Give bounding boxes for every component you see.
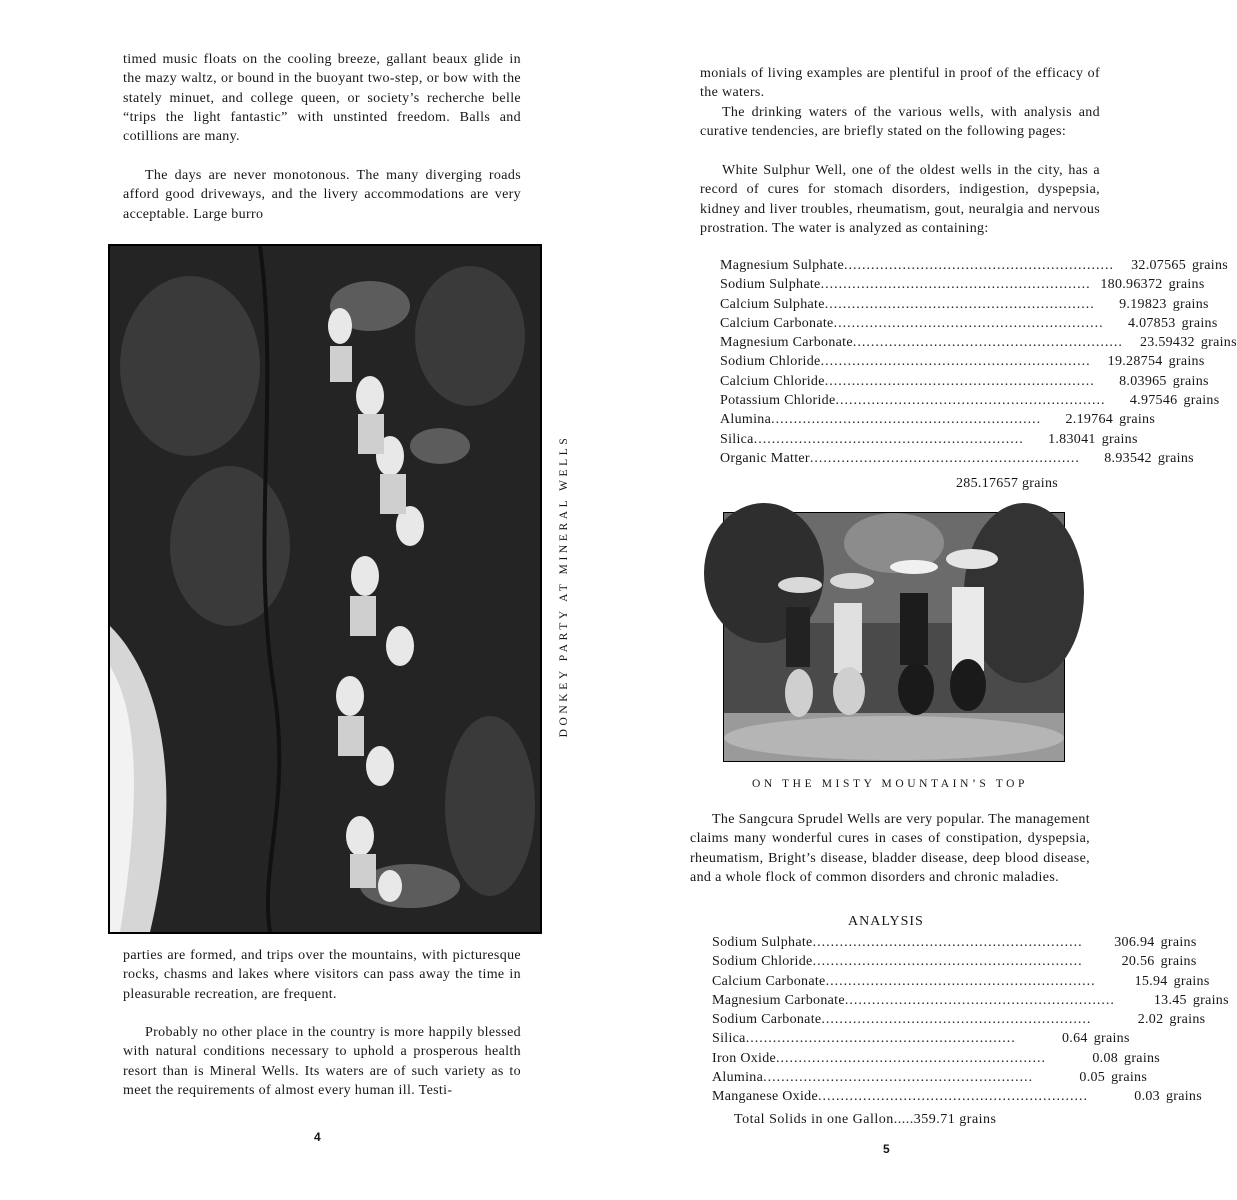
mineral-name: Alumina [720,412,772,428]
analysis-row [720,372,1209,391]
mineral-unit: grains [1101,431,1138,447]
leader-dots: ............................................................ [835,393,1106,409]
page-number-left: 4 [314,1130,321,1144]
misty-mountain-caption: ON THE MISTY MOUNTAIN’S TOP [751,778,1029,790]
mineral-unit: grains [1172,373,1209,389]
leader-dots: ............................................................ [852,335,1123,351]
analysis-row [712,933,1197,952]
mineral-name: Calcium Carbonate [720,315,834,331]
analysis-row [720,410,1156,429]
leader-dots: ............................................................ [763,1070,1034,1086]
sangcura-total: Total Solids in one Gallon.....359.71 grains [734,1112,997,1127]
mineral-amount: 0.05 [1079,1070,1106,1086]
leader-dots: ............................................................ [844,992,1115,1008]
analysis-row [720,295,1209,314]
mineral-name: Calcium Carbonate [712,973,826,989]
mineral-unit: grains [1160,935,1197,950]
right-paragraph-3: White Sulphur Well, one of the oldest wells in the city, has a record of cures for stomach disorders, indigestion, dyspepsia, kidney and liver troubles, rheumatism, gout, neuralgia and nervous prostration. The water is analyzed as containing: [700,163,1100,236]
mineral-amount: 32.07565 [1131,258,1186,273]
analysis-row [712,1068,1148,1087]
mineral-name: Calcium Chloride [720,373,825,389]
mineral-unit: grains [1192,992,1229,1008]
misty-mountain-photo [723,512,1065,762]
left-paragraph-1: timed music floats on the cooling breeze, gallant beaux glide in the mazy waltz, or bound in the buoyant two-step, or bow with the stately minuet, and college queen, or society’s recherche belle “trips the light fantastic” with unstinted freedom. Balls and cotillions are many. [123,52,521,145]
leader-dots: ............................................................ [812,954,1083,970]
mineral-amount: 0.03 [1134,1089,1160,1105]
mineral-name: Alumina [712,1070,764,1086]
mineral-unit: grains [1183,393,1220,409]
mineral-name: Sodium Chloride [720,354,821,370]
mineral-unit: grains [1173,973,1210,989]
mineral-amount: 19.28754 [1107,354,1163,370]
mineral-unit: grains [1200,335,1237,351]
left-page [0,0,600,1200]
leader-dots: ............................................................ [771,412,1042,428]
leader-dots: ............................................................ [776,1050,1047,1066]
mineral-amount: 0.64 [1061,1031,1088,1047]
analysis-row [712,991,1229,1010]
donkey-party-photo [108,244,542,934]
left-paragraph-2: The days are never monotonous. The many diverging roads afford good driveways, and the livery accommodations are very acceptable. Large burro [123,168,521,222]
mineral-name: Magnesium Carbonate [720,335,853,351]
mineral-amount: 306.94 [1114,935,1155,950]
leader-dots: ............................................................ [821,1012,1092,1028]
mineral-amount: 15.94 [1134,973,1168,989]
leader-dots: ............................................................ [824,296,1095,312]
mineral-amount: 180.96372 [1100,277,1163,293]
leader-dots: ............................................................ [825,973,1096,989]
white-sulphur-analysis-table [720,256,1237,468]
mineral-name: Silica [712,1031,746,1047]
mineral-unit: grains [1111,1070,1148,1086]
leader-dots: ............................................................ [844,258,1114,273]
leader-dots: ............................................................ [817,1089,1088,1105]
analysis-row [720,449,1194,468]
mineral-amount: 9.19823 [1119,296,1167,312]
mineral-unit: grains [1165,1089,1202,1105]
analysis-row [712,972,1210,991]
analysis-heading: ANALYSIS [848,914,924,929]
leader-dots: ............................................................ [812,935,1083,950]
mineral-name: Silica [720,431,754,447]
mineral-unit: grains [1168,354,1205,370]
leader-dots: ............................................................ [753,431,1024,447]
mineral-unit: grains [1168,277,1205,293]
mineral-name: Calcium Sulphate [720,296,825,312]
leader-dots: ............................................................ [820,354,1091,370]
mineral-name: Magnesium Sulphate [720,258,844,273]
analysis-row [720,314,1218,333]
donkey-party-caption [556,408,572,764]
donkey-party-photo-art [110,246,540,932]
analysis-row [712,1010,1206,1029]
mineral-amount: 8.03965 [1119,373,1167,389]
mineral-amount: 1.83041 [1048,431,1096,447]
white-sulphur-total: 285.17657 grains [956,476,1059,491]
mineral-amount: 23.59432 [1139,335,1195,351]
mineral-unit: grains [1172,296,1209,312]
analysis-row [712,1087,1202,1106]
mineral-name: Organic Matter [720,450,810,466]
mineral-name: Potassium Chloride [720,393,836,409]
mineral-name: Sodium Carbonate [712,1012,822,1028]
mineral-amount: 2.02 [1137,1012,1164,1028]
analysis-row [712,1049,1161,1068]
right-paragraph-2: The drinking waters of the various wells, with analysis and curative tendencies, are briefly stated on the following pages: [700,105,1100,140]
mineral-unit: grains [1160,954,1197,970]
mineral-unit: grains [1093,1031,1130,1047]
analysis-row [720,275,1205,294]
mineral-amount: 0.08 [1092,1050,1119,1066]
page-number-right: 5 [883,1142,890,1156]
mineral-name: Sodium Sulphate [712,935,813,950]
leader-dots: ............................................................ [833,315,1104,331]
donkey-party-caption-text: DONKEY PARTY AT MINERAL WELLS [558,434,570,738]
right-paragraph-1: monials of living examples are plentiful in proof of the efficacy of the waters. [700,66,1100,101]
right-paragraph-4: The Sangcura Sprudel Wells are very popular. The management claims many wonderful cures in cases of constipation, dyspepsia, rheumatism, Bright’s disease, bladder disease, deep blood disease, and a whole flock of common disorders and chronic maladies. [690,812,1090,885]
mineral-amount: 20.56 [1121,954,1155,970]
mineral-unit: grains [1169,1012,1206,1028]
mineral-amount: 4.07853 [1127,315,1176,331]
analysis-row [720,391,1220,410]
sangcura-analysis-table [712,933,1229,1107]
left-paragraph-4: Probably no other place in the country is more happily blessed with natural conditions necessary to uphold a prosperous health resort than is Mineral Wells. Its waters are of such variety as to meet the requirements of almost every human ill. Testi- [123,1025,521,1098]
leader-dots: ............................................................ [824,373,1095,389]
analysis-row [720,333,1237,352]
mineral-name: Magnesium Carbonate [712,992,845,1008]
mineral-unit: grains [1119,412,1156,428]
mineral-unit: grains [1181,315,1218,331]
analysis-row [720,430,1138,449]
mineral-amount: 13.45 [1153,992,1187,1008]
mineral-amount: 4.97546 [1129,393,1178,409]
analysis-row [712,1029,1130,1048]
leader-dots: ............................................................ [745,1031,1016,1047]
mineral-name: Sodium Chloride [712,954,813,970]
misty-mountain-photo-art [724,513,1064,761]
mineral-amount: 8.93542 [1104,450,1152,466]
mineral-unit: grains [1124,1050,1161,1066]
analysis-row [720,352,1205,371]
mineral-amount: 2.19764 [1065,412,1114,428]
mineral-name: Sodium Sulphate [720,277,821,293]
leader-dots: ............................................................ [820,277,1091,293]
analysis-row [712,952,1197,971]
mineral-unit: grains [1192,258,1229,273]
mineral-name: Manganese Oxide [712,1089,818,1105]
mineral-name: Iron Oxide [712,1050,777,1066]
leader-dots: ............................................................ [809,450,1080,466]
left-paragraph-3: parties are formed, and trips over the mountains, with picturesque rocks, chasms and lakes where visitors can pass away the time in pleasurable recreation, are frequent. [123,948,521,1002]
analysis-row [720,256,1229,275]
mineral-unit: grains [1157,450,1194,466]
